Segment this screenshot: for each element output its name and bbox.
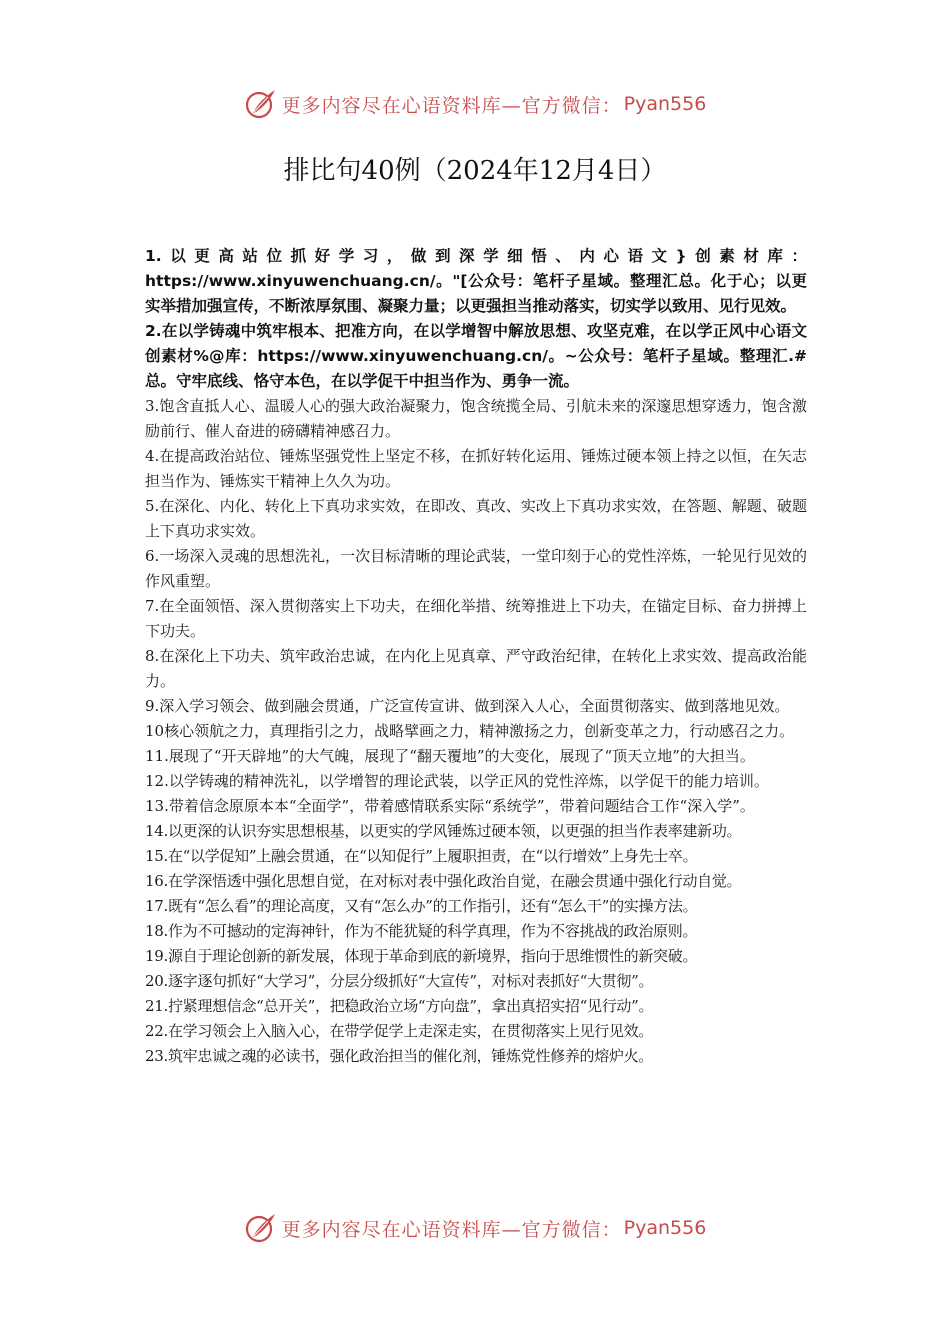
paragraph-16: 16.在学深悟透中强化思想自觉，在对标对表中强化政治自觉，在融会贯通中强化行动自觉。 [145, 872, 742, 890]
footer-banner [0, 1208, 950, 1248]
paragraph-2: 2.在以学铸魂中筑牢根本、把准方向，在以学增智中解放思想、攻坚克难，在以学正风中心语文创素材%@库：https://www.xinyuwenchuang.cn/。~公众号：笔杆子星域。整理汇.#总。守牢底线、恪守本色，在以学促干中担当作为、勇争一流。 [145, 322, 807, 390]
paragraph-21: 21.拧紧理想信念“总开关”，把稳政治立场“方向盘”，拿出真招实招“见行动”。 [145, 997, 654, 1015]
banner-text: 更多内容尽在心语资料库—官方微信： [281, 94, 622, 117]
paragraph-12: 12.以学铸魂的精神洗礼，以学增智的理论武装，以学正风的党性淬炼，以学促干的能力培训。 [145, 772, 769, 790]
quill-logo-icon [244, 87, 278, 121]
paragraph-10: 10核心领航之力，真理指引之力，战略擘画之力，精神激扬之力，创新变革之力，行动感召之力。 [145, 722, 795, 740]
paragraph-9: 9.深入学习领会、做到融会贯通，广泛宣传宣讲、做到深入人心，全面贯彻落实、做到落地见效。 [145, 697, 790, 715]
paragraph-3: 3.饱含直抵人心、温暖人心的强大政治凝聚力，饱含统揽全局、引航未来的深邃思想穿透力，饱含激励前行、催人奋进的磅礴精神感召力。 [145, 397, 807, 440]
document-body [145, 244, 807, 1069]
paragraph-1: 1.以更高站位抓好学习，做到深学细悟、内心语文}创素材库：https://www.xinyuwenchuang.cn/。"[公众号：笔杆子星域。整理汇总。化于心；以更实举措加强宣传，不断浓厚氛围、凝聚力量；以更强担当推动落实，切实学以致用、见行见效。 [145, 247, 807, 315]
wechat-id: Pyan556 [623, 93, 707, 115]
paragraph-15: 15.在“以学促知”上融会贯通，在“以知促行”上履职担责，在“以行增效”上身先士卒。 [145, 847, 698, 865]
paragraph-23: 23.筑牢忠诚之魂的必读书，强化政治担当的催化剂，锤炼党性修养的熔炉火。 [145, 1047, 654, 1065]
paragraph-8: 8.在深化上下功夫、筑牢政治忠诚，在内化上见真章、严守政治纪律，在转化上求实效、提高政治能力。 [145, 647, 807, 690]
paragraph-7: 7.在全面领悟、深入贯彻落实上下功夫，在细化举措、统筹推进上下功夫，在锚定目标、奋力拼搏上下功夫。 [145, 597, 807, 640]
paragraph-17: 17.既有“怎么看”的理论高度，又有“怎么办”的工作指引，还有“怎么干”的实操方法。 [145, 897, 698, 915]
paragraph-6: 6.一场深入灵魂的思想洗礼，一次目标清晰的理论武装，一堂印刻于心的党性淬炼，一轮见行见效的作风重塑。 [145, 547, 807, 590]
paragraph-14: 14.以更深的认识夯实思想根基，以更实的学风锤炼过硬本领，以更强的担当作表率建新功。 [145, 822, 742, 840]
paragraph-19: 19.源自于理论创新的新发展，体现于革命到底的新境界，指向于思维惯性的新突破。 [145, 947, 698, 965]
paragraph-5: 5.在深化、内化、转化上下真功求实效，在即改、真改、实改上下真功求实效，在答题、解题、破题上下真功求实效。 [145, 497, 807, 540]
paragraph-20: 20.逐字逐句抓好“大学习”，分层分级抓好“大宣传”，对标对表抓好“大贯彻”。 [145, 972, 654, 990]
paragraph-13: 13.带着信念原原本本“全面学”，带着感情联系实际“系统学”，带着问题结合工作“深入学”。 [145, 797, 755, 815]
page-title: 排比句40例（2024年12月4日） [283, 156, 667, 186]
wechat-id: Pyan556 [623, 1217, 707, 1239]
paragraph-22: 22.在学习领会上入脑入心，在带学促学上走深走实，在贯彻落实上见行见效。 [145, 1022, 654, 1040]
header-banner [0, 84, 950, 124]
paragraph-4: 4.在提高政治站位、锤炼坚强党性上坚定不移，在抓好转化运用、锤炼过硬本领上持之以恒，在矢志担当作为、锤炼实干精神上久久为功。 [145, 447, 807, 490]
paragraph-11: 11.展现了“开天辟地”的大气魄，展现了“翻天覆地”的大变化，展现了“顶天立地”的大担当。 [145, 747, 755, 765]
quill-logo-icon [244, 1211, 278, 1245]
paragraph-18: 18.作为不可撼动的定海神针，作为不能犹疑的科学真理，作为不容挑战的政治原则。 [145, 922, 698, 940]
banner-text: 更多内容尽在心语资料库—官方微信： [281, 1218, 622, 1241]
